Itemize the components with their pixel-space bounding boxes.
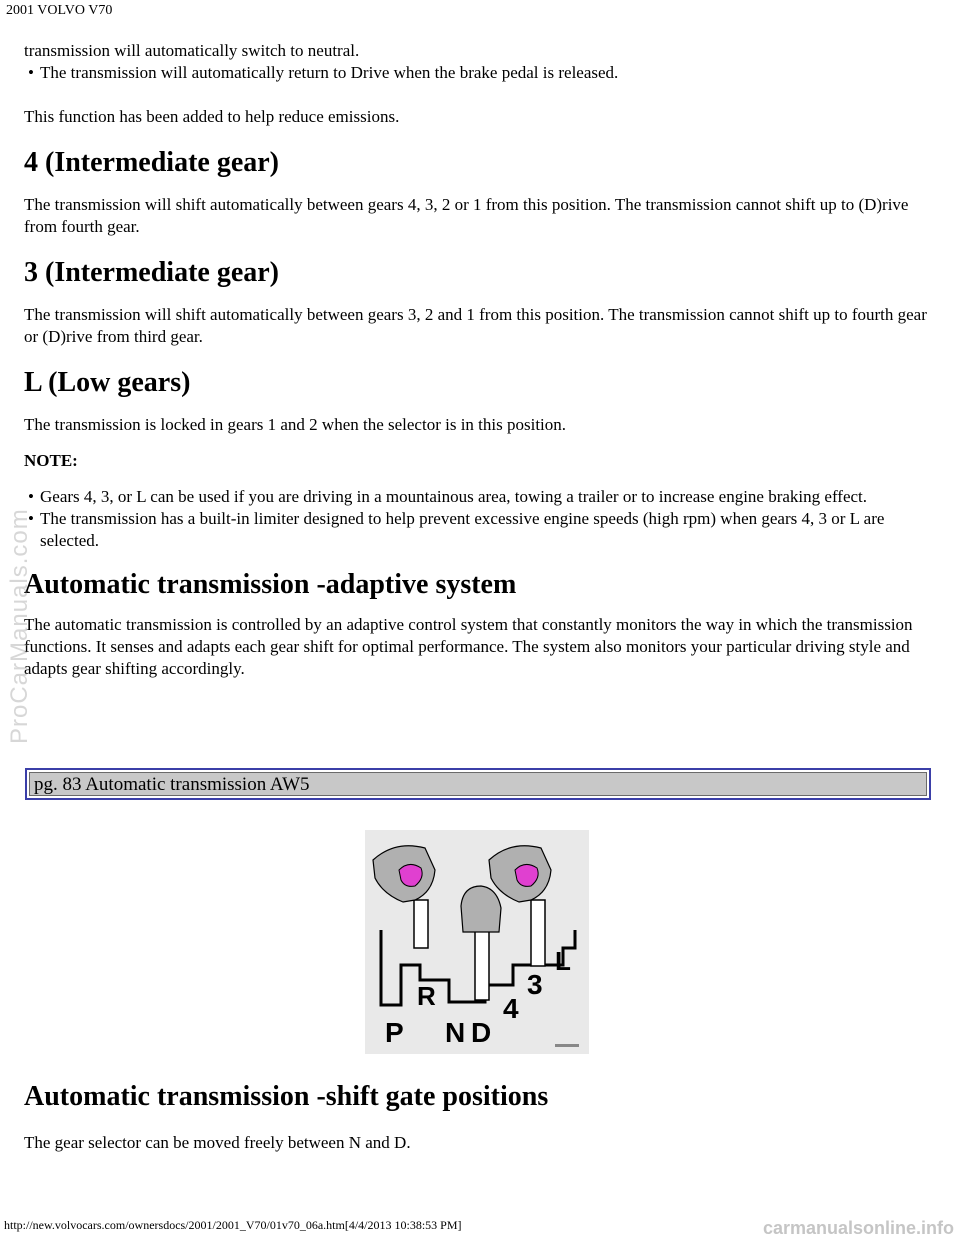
gate-label-N: N bbox=[445, 1017, 466, 1048]
shift-gate-illustration bbox=[365, 830, 589, 1054]
paragraph-gear-3: The transmission will shift automatically between gears 3, 2 and 1 from this position. The transmission cannot shift up to fourth gear or (D)rive from third gear. bbox=[24, 305, 927, 346]
shift-gate-section bbox=[24, 1080, 936, 1154]
figure-id-marker bbox=[555, 1044, 579, 1047]
document-title: 2001 VOLVO V70 bbox=[6, 3, 113, 18]
bullet-return-drive: • The transmission will automatically return to Drive when the brake pedal is released. bbox=[24, 62, 936, 84]
page-banner-label: pg. 83 Automatic transmission AW5 bbox=[29, 772, 927, 796]
watermark-left: ProCarManuals.com bbox=[6, 508, 33, 744]
paragraph-adaptive-system: The automatic transmission is controlled by an adaptive control system that constantly monitors the way in which the transmission functions. It senses and adapts each gear shift for optimal performance. The system also monitors your particular driving style and adapts gear shifting accordingly. bbox=[24, 615, 913, 678]
footer-url: http://new.volvocars.com/ownersdocs/2001/2001_V70/01v70_06a.htm[4/4/2013 10:38:53 PM] bbox=[4, 1218, 462, 1232]
watermark-bottom-right: carmanualsonline.info bbox=[762, 1218, 954, 1238]
note-label: NOTE: bbox=[24, 451, 78, 470]
lever-stem-middle bbox=[475, 930, 489, 1000]
paragraph-gear-4: The transmission will shift automatically between gears 4, 3, 2 or 1 from this position. The transmission cannot shift up to (D)rive from fourth gear. bbox=[24, 195, 909, 236]
heading-gear-L: L (Low gears) bbox=[24, 367, 191, 398]
gate-label-P: P bbox=[385, 1017, 404, 1048]
shift-gate-svg bbox=[365, 830, 589, 1054]
paragraph-neutral: transmission will automatically switch to neutral. bbox=[24, 41, 360, 60]
heading-shift-gate: Automatic transmission -shift gate positions bbox=[24, 1081, 549, 1112]
gate-label-R: R bbox=[417, 981, 436, 1011]
paragraph-emissions: This function has been added to help reduce emissions. bbox=[24, 107, 400, 126]
heading-adaptive-system: Automatic transmission -adaptive system bbox=[24, 569, 517, 600]
paragraph-gear-L: The transmission is locked in gears 1 and 2 when the selector is in this position. bbox=[24, 415, 567, 434]
gate-label-3: 3 bbox=[527, 969, 543, 1000]
button-left-icon bbox=[399, 864, 422, 886]
note-item-2: • The transmission has a built-in limiter designed to help prevent excessive engine speeds (high rpm) when gears 4, 3 or L are selected. bbox=[24, 508, 936, 552]
gate-label-D: D bbox=[471, 1017, 492, 1048]
heading-gear-3: 3 (Intermediate gear) bbox=[24, 257, 280, 288]
gate-label-4: 4 bbox=[503, 993, 519, 1024]
button-right-icon bbox=[515, 864, 538, 886]
lever-stem-right bbox=[531, 900, 545, 966]
lever-knob-middle-icon bbox=[461, 886, 501, 932]
lever-stem-left bbox=[414, 900, 428, 948]
gate-label-L: L bbox=[555, 946, 571, 976]
page-content bbox=[24, 40, 936, 680]
paragraph-shift-gate: The gear selector can be moved freely between N and D. bbox=[24, 1133, 411, 1152]
heading-gear-4: 4 (Intermediate gear) bbox=[24, 147, 280, 178]
page-banner bbox=[25, 768, 931, 800]
note-item-1: • Gears 4, 3, or L can be used if you are driving in a mountainous area, towing a trailer or to increase engine braking effect. bbox=[24, 486, 936, 508]
